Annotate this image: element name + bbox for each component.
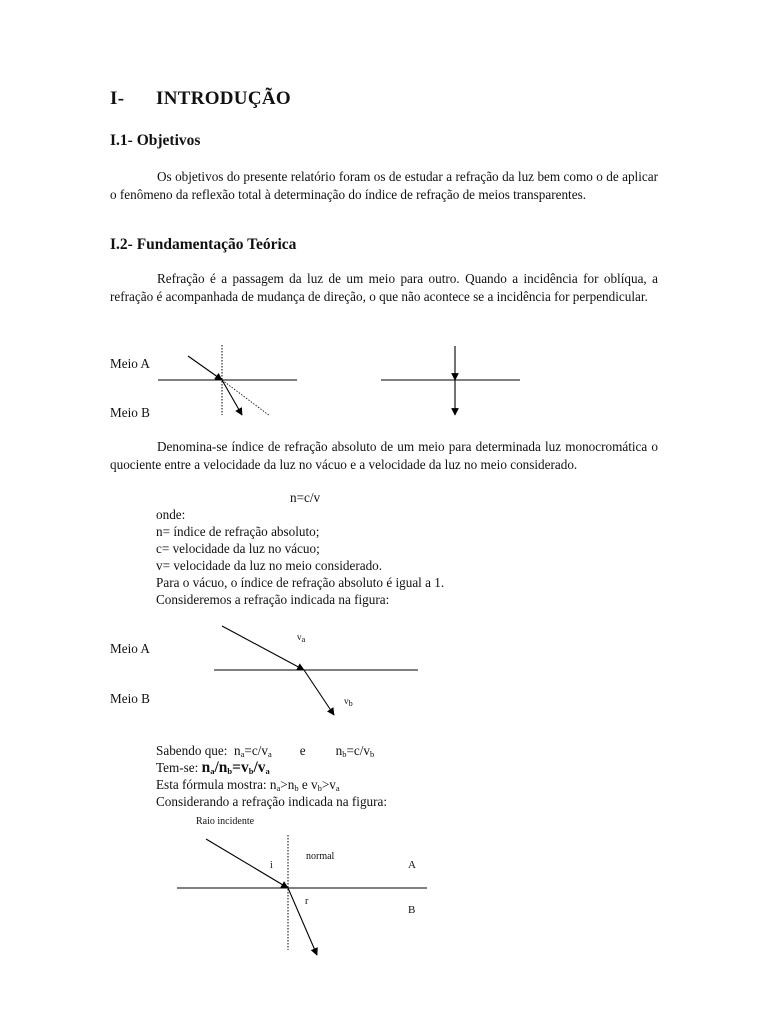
definition-n: n= índice de refração absoluto; [156, 524, 320, 539]
fig1-meio-a-label: Meio A [110, 356, 150, 371]
fig3-a-label: A [408, 859, 416, 871]
temse-line: Tem-se: $n_a/n_b=v_b/v_a$ [156, 759, 270, 776]
consideremos-sentence: Consideremos a refração indicada na figura: [156, 592, 390, 607]
fig2-meio-a-label: Meio A [110, 641, 150, 656]
fig3-diagram [177, 835, 427, 955]
objetivos-paragraph: Os objetivos do presente relatório foram os de estudar a refração da luz bem como o de aplicar o fenômeno da reflexão total à determinação do índice de refração de meios transparentes. [110, 169, 658, 202]
mostra-line: Esta fórmula mostra: $n_a>n_b$ e $v_b>v_a$ [156, 777, 340, 793]
indice-paragraph: Denomina-se índice de refração absoluto de um meio para determinada luz monocromática o quociente entre a velocidade da luz no vácuo e a velocidade da luz no meio considerado. [110, 439, 658, 472]
vacuo-sentence: Para o vácuo, o índice de refração absoluto é igual a 1. [156, 575, 445, 590]
fig1-incident-ray [188, 356, 222, 380]
fig2-refracted-ray [304, 670, 334, 715]
fig1-refracted-ray [222, 380, 242, 415]
fig3-refracted-ray [288, 888, 317, 955]
fig3-incident-ray [206, 839, 288, 888]
fig1-perpendicular-diagram [381, 346, 520, 415]
section-number: I- [110, 88, 125, 109]
sabendo-line: Sabendo que: $n_a=c/v_a$ e $n_b=c/v_b$ [156, 743, 375, 759]
definition-c: c= velocidade da luz no vácuo; [156, 541, 320, 556]
fig3-normal-label: normal [306, 851, 335, 862]
fig2-va-label: $v_a$ [297, 632, 306, 644]
objetivos-heading: I.1- Objetivos [110, 132, 201, 149]
section-title: INTRODUÇÃO [156, 88, 291, 109]
fig3-b-label: B [408, 904, 416, 916]
fig1-continuation-line [222, 380, 270, 416]
fig3-raio-incidente-label: Raio incidente [196, 816, 255, 827]
formula-n-c-v: n=c/v [290, 490, 321, 505]
fundamentacao-heading: I.2- Fundamentação Teórica [110, 236, 297, 253]
fig1-meio-b-label: Meio B [110, 405, 150, 420]
fig3-i-label: i [270, 860, 273, 871]
fig2-vb-label: $v_b$ [344, 696, 353, 708]
fig2-incident-ray [222, 626, 304, 670]
refracao-paragraph: Refração é a passagem da luz de um meio para outro. Quando a incidência for oblíqua, a refração é acompanhada de mudança de direção, o que não acontece se a incidência for perpendicular. [110, 271, 658, 304]
definition-v: v= velocidade da luz no meio considerado. [156, 558, 383, 573]
fig3-r-label: r [305, 896, 309, 907]
fig1-oblique-diagram [158, 345, 297, 416]
considerando-sentence: Considerando a refração indicada na figura: [156, 794, 388, 809]
fig2-meio-b-label: Meio B [110, 691, 150, 706]
fig2-diagram [214, 626, 418, 715]
onde-label: onde: [156, 507, 186, 522]
